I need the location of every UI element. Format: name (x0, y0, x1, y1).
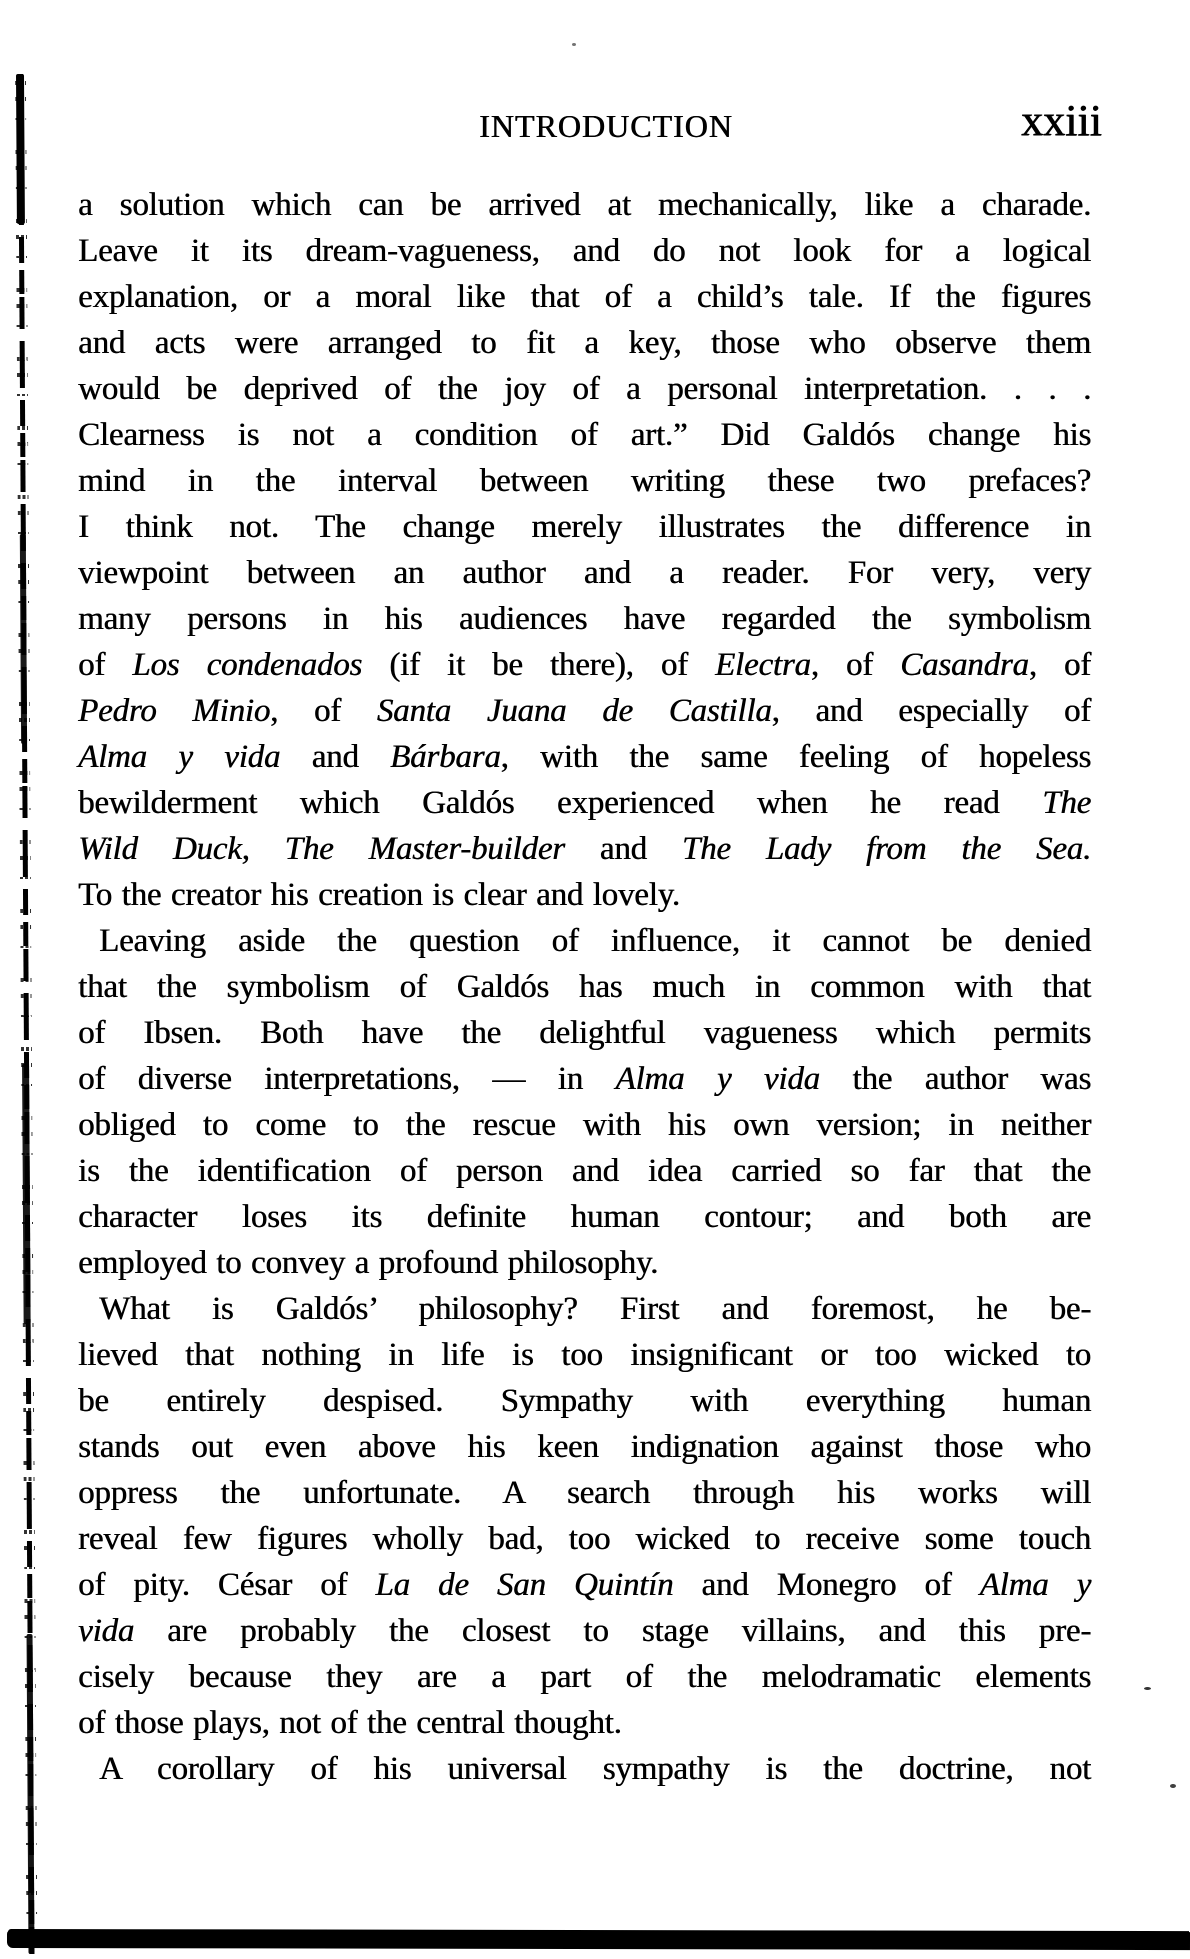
text-line (78, 596, 1091, 642)
body-text: To the creator his creation is clear and lovely. (78, 877, 680, 913)
text-line (78, 1746, 1091, 1792)
text-line (78, 366, 1091, 412)
body-text: Clearness is not a condition of art.” Did Galdós change his (78, 417, 1091, 453)
text-line (78, 1286, 1091, 1332)
text-line (78, 1470, 1091, 1516)
body-text: I think not. The change merely illustrates the difference in (78, 509, 1091, 545)
text-line (78, 1562, 1091, 1608)
binding-edge-artifact (14, 74, 39, 1954)
text-line (78, 182, 1091, 228)
body-text: , of (270, 693, 377, 729)
body-text: of Ibsen. Both have the delightful vagueness which permits (78, 1015, 1091, 1051)
running-header-title: INTRODUCTION (479, 108, 733, 144)
italic-title-text: Wild Duck, The Master-builder (78, 831, 565, 867)
binding-ink-blob (20, 534, 27, 744)
text-line (78, 1700, 1091, 1746)
body-text: , of (810, 647, 901, 683)
text-line (78, 872, 1091, 918)
italic-title-text: Alma y (979, 1567, 1092, 1603)
text-line (78, 504, 1091, 550)
body-text: a solution which can be arrived at mechanically, like a charade. (78, 187, 1091, 223)
body-text: A corollary of his universal sympathy is the doctrine, not (99, 1751, 1091, 1787)
body-text: many persons in his audiences have regarded the symbolism (78, 601, 1091, 637)
text-line (78, 1332, 1091, 1378)
text-line (78, 1424, 1091, 1470)
text-line (78, 734, 1091, 780)
body-text: character loses its definite human contour; and both are (78, 1199, 1091, 1235)
text-line (78, 228, 1091, 274)
bottom-scan-bar-artifact (7, 1930, 1190, 1950)
text-line (78, 918, 1091, 964)
italic-title-text: Pedro Minio (78, 693, 271, 729)
ink-speck (1170, 1784, 1176, 1788)
italic-title-text: Casandra (900, 647, 1029, 683)
body-text: Leave it its dream-vagueness, and do not look for a logical (78, 233, 1091, 269)
body-text: lieved that nothing in life is too insignificant or too wicked to (78, 1337, 1091, 1373)
italic-title-text: Alma y vida (615, 1061, 820, 1097)
body-text: mind in the interval between writing these two prefaces? (78, 463, 1091, 499)
body-text: and acts were arranged to fit a key, those who observe them (78, 325, 1091, 361)
body-text: viewpoint between an author and a reader. For very, very (78, 555, 1091, 591)
body-text: reveal few figures wholly bad, too wicked to receive some touch (78, 1521, 1091, 1557)
text-line (78, 1378, 1091, 1424)
italic-title-text: vida (78, 1613, 135, 1649)
body-text: that the symbolism of Galdós has much in common with that (78, 969, 1091, 1005)
body-text: of pity. César of (78, 1567, 376, 1603)
text-line (78, 964, 1091, 1010)
body-text: obliged to come to the rescue with his own version; in neither (78, 1107, 1091, 1143)
text-line (78, 1102, 1091, 1148)
italic-title-text: Santa Juana de Castilla (376, 693, 772, 729)
text-line (78, 1516, 1091, 1562)
italic-title-text: La de San Quintín (375, 1567, 674, 1603)
body-text: , and especially of (771, 693, 1091, 729)
body-text: , with the same feeling of hopeless (500, 739, 1091, 775)
body-text: , of (1028, 647, 1091, 683)
body-text: (if it be there), of (362, 647, 715, 683)
text-line (78, 320, 1091, 366)
text-line (78, 688, 1091, 734)
text-line (78, 642, 1091, 688)
body-text: cisely because they are a part of the melodramatic elements (78, 1659, 1091, 1695)
body-text: be entirely despised. Sympathy with everything human (78, 1383, 1091, 1419)
italic-title-text: Los condenados (132, 647, 363, 683)
body-text: and Monegro of (673, 1567, 980, 1603)
text-line (78, 826, 1091, 872)
body-text: of (78, 647, 133, 683)
text-line (78, 1654, 1091, 1700)
body-text: is the identification of person and idea carried so far that the (78, 1153, 1091, 1189)
text-line (78, 1010, 1091, 1056)
body-text: employed to convey a profound philosophy. (78, 1245, 659, 1281)
body-text: and (280, 739, 391, 775)
page-text (78, 182, 1091, 1792)
page-number: xxiii (1021, 96, 1102, 145)
text-line (78, 1056, 1091, 1102)
body-text: and (564, 831, 682, 867)
ink-speck (572, 43, 576, 46)
body-text: of diverse interpretations, — in (78, 1061, 616, 1097)
body-text: stands out even above his keen indignation against those who (78, 1429, 1091, 1465)
body-text: are probably the closest to stage villains, and this pre- (134, 1613, 1091, 1649)
text-line (78, 550, 1091, 596)
text-line (78, 1608, 1091, 1654)
italic-title-text: Bárbara (390, 739, 501, 775)
body-text: oppress the unfortunate. A search through his works will (78, 1475, 1091, 1511)
italic-title-text: The (1042, 785, 1091, 821)
body-text: bewilderment which Galdós experienced when he read (78, 785, 1043, 821)
binding-ink-blob (16, 74, 25, 224)
ink-speck (1144, 1687, 1151, 1690)
body-text: of those plays, not of the central thought. (78, 1705, 622, 1741)
text-line (78, 1240, 1091, 1286)
text-line (78, 1194, 1091, 1240)
body-text: Leaving aside the question of influence, it cannot be denied (99, 923, 1091, 959)
text-line (78, 412, 1091, 458)
italic-title-text: Alma y vida (78, 739, 281, 775)
italic-title-text: Electra (714, 647, 811, 683)
text-line (78, 458, 1091, 504)
italic-title-text: The Lady from the Sea. (681, 831, 1092, 867)
body-text: What is Galdós’ philosophy? First and foremost, he be- (99, 1291, 1091, 1327)
text-line (78, 274, 1091, 320)
body-text: the author was (819, 1061, 1091, 1097)
body-text: explanation, or a moral like that of a child’s tale. If the figures (78, 279, 1091, 315)
body-text: would be deprived of the joy of a personal interpretation. . . . (78, 371, 1091, 407)
text-line (78, 780, 1091, 826)
text-line (78, 1148, 1091, 1194)
